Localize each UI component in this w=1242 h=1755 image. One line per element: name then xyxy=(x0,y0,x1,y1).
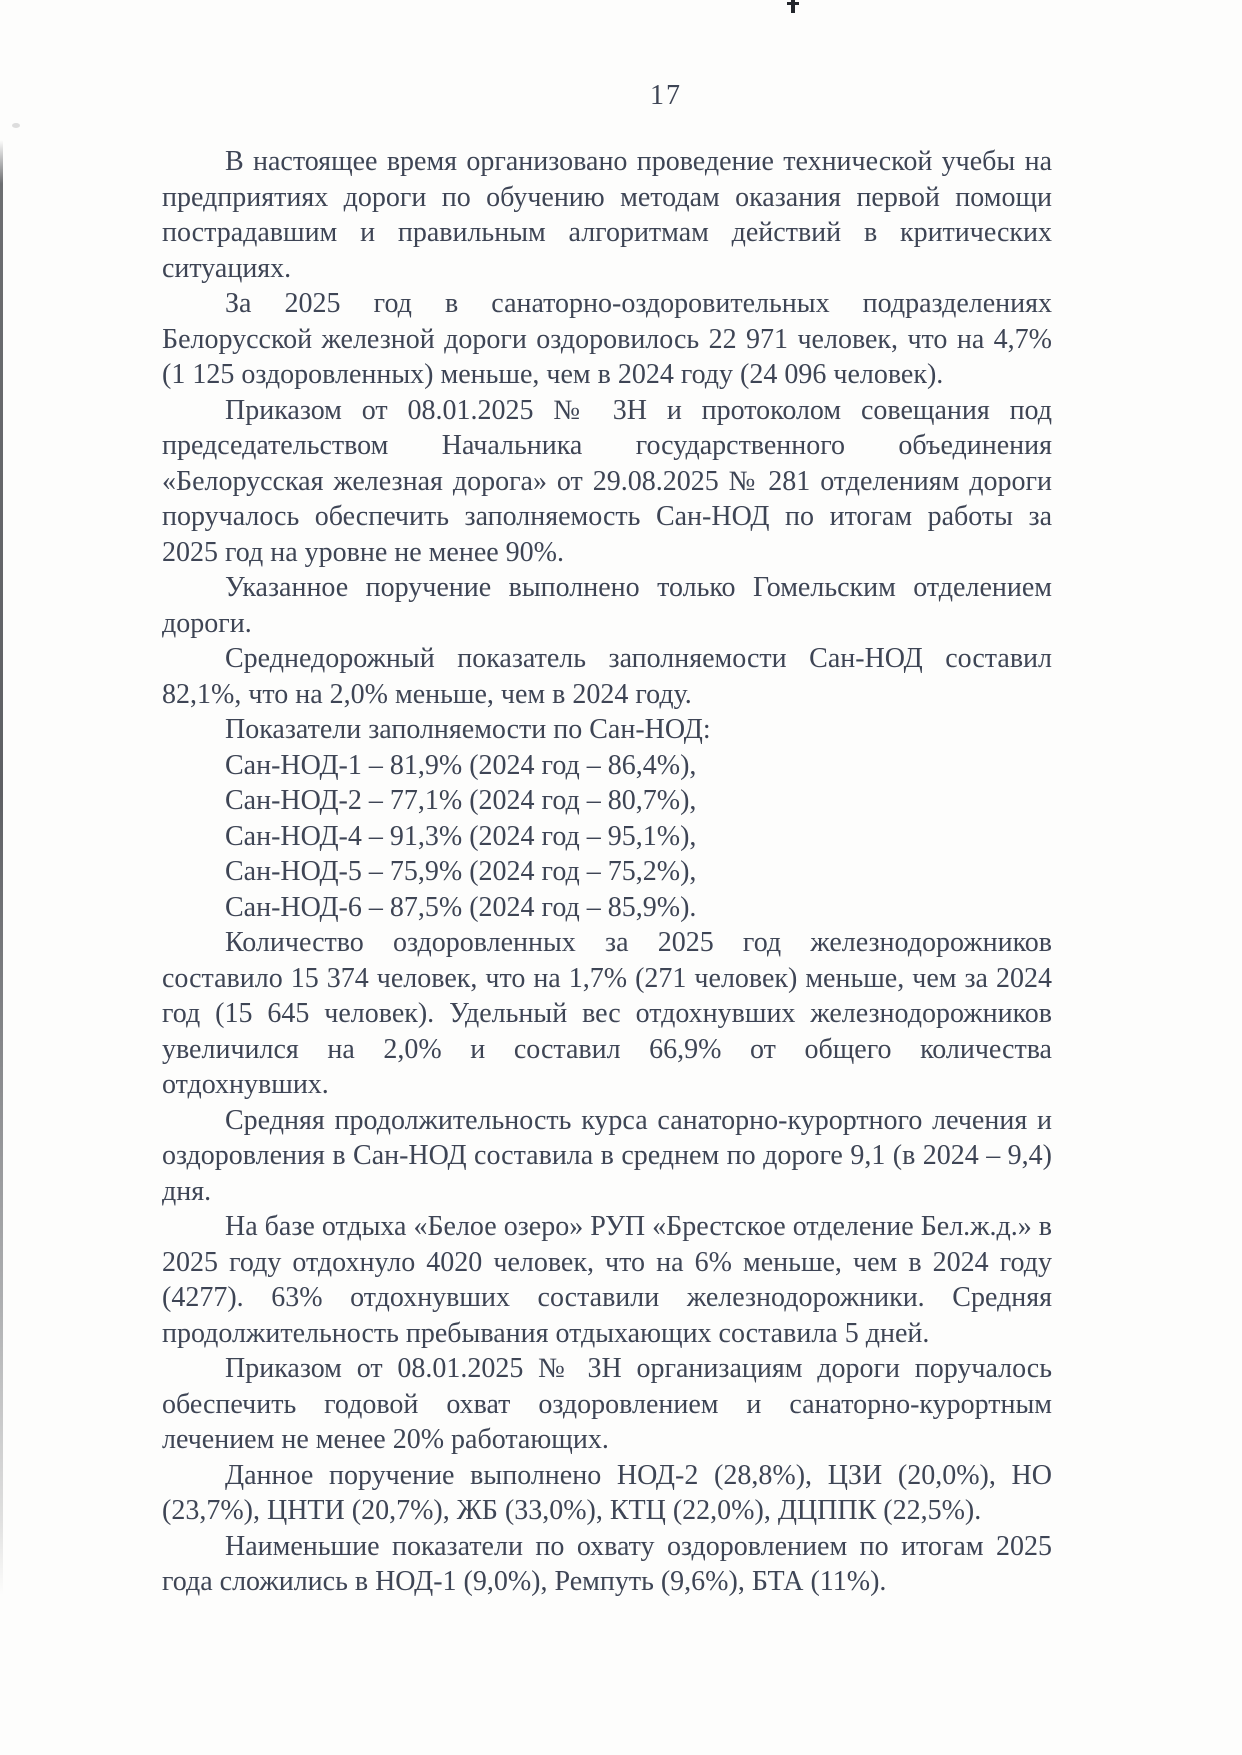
list-heading-san-nod-occupancy: Показатели заполняемости по Сан-НОД: xyxy=(225,714,711,745)
paragraph-technical-training: В настоящее время организовано проведение технической учебы на предприятиях дороги по обучению методам оказания первой помощи пострадавшим и правильным алгоритмам действий в критических ситуациях. xyxy=(162,146,1052,284)
list-item-san-nod-6: Сан-НОД-6 – 87,5% (2024 год – 85,9%). xyxy=(225,891,697,923)
list-item-san-nod-2: Сан-НОД-2 – 77,1% (2024 год – 80,7%), xyxy=(225,785,697,816)
paragraph-average-course-duration: Средняя продолжительность курса санаторно-курортного лечения и оздоровления в Сан-НОД составила в среднем по дороге 9,1 (в 2024 – 9,4) дня. xyxy=(162,1104,1052,1207)
paragraph-order-20-percent-coverage: Приказом от 08.01.2025 № 3Н организациям дороги поручалось обеспечить годовой охват оздоровлением и санаторно-курортным лечением не менее 20% работающих. xyxy=(162,1353,1052,1455)
list-item-san-nod-5: Сан-НОД-5 – 75,9% (2024 год – 75,2%), xyxy=(225,856,697,887)
list-item-san-nod-1: Сан-НОД-1 – 81,9% (2024 год – 86,4%), xyxy=(225,749,697,781)
list-item-san-nod-4: Сан-НОД-4 – 91,3% (2024 год – 95,1%), xyxy=(225,820,697,852)
scan-artifact-top-mark xyxy=(791,0,795,13)
paragraph-gomel-fulfilled: Указанное поручение выполнено только Гомельским отделением дороги. xyxy=(162,572,1052,639)
paragraph-lowest-coverage: Наименьшие показатели по охвату оздоровлением по итогам 2025 года сложились в НОД-1 (9,0%), Ремпуть (9,6%), БТА (11%). xyxy=(162,1530,1052,1597)
paragraph-order-occupancy-target: Приказом от 08.01.2025 № 3Н и протоколом совещания под председательством Начальника государственного объединения «Белорусская железная дорога» от 29.08.2025 № 281 отделениям дороги поручалось обеспечить заполняемость Сан-НОД по итогам работы за 2025 год на уровне не менее 90%. xyxy=(162,394,1052,568)
page-number: 17 xyxy=(650,80,682,111)
scan-artifact-smudge xyxy=(12,123,20,128)
document-body-text xyxy=(162,144,1052,1600)
paragraph-2025-health-totals: За 2025 год в санаторно-оздоровительных подразделениях Белорусской железной дороги оздоровилось 22 971 человек, что на 4,7% (1 125 оздоровленных) меньше, чем в 2024 году (24 096 человек). xyxy=(162,288,1052,390)
paragraph-railway-workers-count: Количество оздоровленных за 2025 год железнодорожников составило 15 374 человек, что на 1,7% (271 человек) меньше, чем за 2024 год (15 645 человек). Удельный вес отдохнувших железнодорожников увеличился на 2,0% и составил 66,9% от общего количества отдохнувших. xyxy=(162,927,1052,1100)
paragraph-average-occupancy: Среднедорожный показатель заполняемости Сан-НОД составил 82,1%, что на 2,0% меньше, чем в 2024 году. xyxy=(162,643,1052,710)
scan-artifact-left-edge-line xyxy=(0,140,3,1595)
paragraph-beloe-ozero-resort: На базе отдыха «Белое озеро» РУП «Брестское отделение Бел.ж.д.» в 2025 году отдохнуло 4020 человек, что на 6% меньше, чем в 2024 году (4277). 63% отдохнувших составили железнодорожники. Средняя продолжительность пребывания отдыхающих составила 5 дней. xyxy=(162,1211,1052,1349)
paragraph-coverage-fulfilled-list: Данное поручение выполнено НОД-2 (28,8%), ЦЗИ (20,0%), НО (23,7%), ЦНТИ (20,7%), ЖБ (33,0%), КТЦ (22,0%), ДЦППК (22,5%). xyxy=(162,1459,1052,1526)
